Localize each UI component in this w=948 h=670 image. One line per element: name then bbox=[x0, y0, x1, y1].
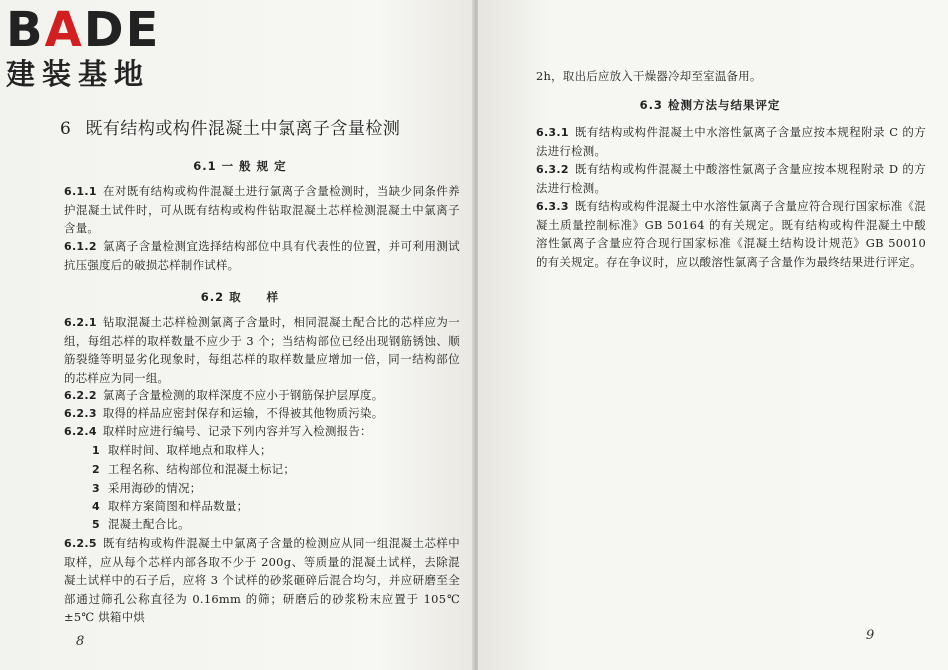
list-item-text: 混凝土配合比。 bbox=[107, 517, 190, 531]
clause-number: 6.1.1 bbox=[64, 185, 97, 198]
section-heading-6-3: 6.3 检测方法与结果评定 bbox=[639, 98, 781, 112]
chapter-number: 6 bbox=[60, 119, 72, 139]
clause-6-3-3 bbox=[536, 197, 926, 271]
clause-6-3-1 bbox=[536, 123, 926, 160]
list-item-text: 采用海砂的情况； bbox=[107, 481, 202, 495]
continued-text: 2h，取出后应放入干燥器冷却至室温备用。 bbox=[536, 69, 762, 83]
list-item bbox=[92, 441, 452, 460]
clause-text: 钻取混凝土芯样检测氯离子含量时，相同混凝土配合比的芯样应为一组，每组芯样的取样数量不应少于 3 个；当结构部位已经出现钢筋锈蚀、顺筋裂缝等明显劣化现象时，每组芯样的取样数量应增加一倍，同一结构部位的芯样应为同一组。 bbox=[64, 315, 460, 385]
chapter-title-text: 既有结构或构件混凝土中氯离子含量检测 bbox=[85, 119, 401, 139]
list-item-text: 工程名称、结构部位和混凝土标记； bbox=[107, 462, 296, 476]
list-item bbox=[92, 479, 452, 498]
logo-subtitle: 建装基地 bbox=[6, 57, 151, 91]
chapter-title bbox=[60, 114, 460, 139]
page-number-left: 8 bbox=[76, 634, 85, 649]
list-item bbox=[92, 497, 452, 516]
clause-number: 6.3.1 bbox=[536, 126, 569, 139]
section-heading-6-1: 6.1 一 般 规 定 bbox=[193, 159, 287, 173]
clause-6-1-1 bbox=[64, 182, 460, 238]
clause-6-2-5 bbox=[64, 534, 460, 626]
clause-text: 既有结构或构件混凝土中水溶性氯离子含量应按本规程附录 C 的方法进行检测。 bbox=[536, 125, 926, 159]
clause-6-3-2 bbox=[536, 160, 926, 197]
list-item bbox=[92, 460, 452, 479]
list-item-text: 取样方案简图和样品数量； bbox=[107, 499, 249, 513]
clause-number: 6.2.2 bbox=[64, 389, 97, 402]
clause-text: 取样时应进行编号、记录下列内容并写入检测报告： bbox=[102, 424, 372, 438]
clause-number: 6.1.2 bbox=[64, 240, 97, 253]
clause-number: 6.2.5 bbox=[64, 537, 97, 550]
list-item-number: 1 bbox=[92, 444, 100, 457]
logo-wordmark: BADE bbox=[6, 2, 161, 58]
clause-6-2-3 bbox=[64, 404, 460, 423]
clause-6-2-4 bbox=[64, 422, 460, 441]
list-item-number: 3 bbox=[92, 482, 100, 495]
clause-number: 6.2.1 bbox=[64, 316, 97, 329]
clause-text: 在对既有结构或构件混凝土进行氯离子含量检测时，当缺少同条件养护混凝土试件时，可从既有结构或构件钻取混凝土芯样检测混凝土中氯离子含量。 bbox=[64, 184, 460, 236]
list-item-text: 取样时间、取样地点和取样人； bbox=[107, 443, 272, 457]
list-item bbox=[92, 515, 452, 534]
clause-number: 6.3.3 bbox=[536, 200, 569, 213]
clause-text: 既有结构或构件混凝土中水溶性氯离子含量应符合现行国家标准《混凝土质量控制标准》GB 50164 的有关规定。既有结构或构件混凝土中酸溶性氯离子含量应符合现行国家标准《混凝土结构设计规范》GB 50010 的有关规定。存在争议时，应以酸溶性氯离子含量作为最终结果进行评定。 bbox=[536, 199, 926, 269]
list-item-number: 5 bbox=[92, 518, 100, 531]
clause-6-1-2 bbox=[64, 237, 460, 274]
clause-text: 取得的样品应密封保存和运输，不得被其他物质污染。 bbox=[102, 406, 384, 420]
bade-logo bbox=[6, 4, 186, 96]
clause-6-2-1 bbox=[64, 313, 460, 387]
clause-text: 氯离子含量检测宜选择结构部位中具有代表性的位置，并可利用测试抗压强度后的破损芯样制作试样。 bbox=[64, 239, 460, 273]
clause-number: 6.2.4 bbox=[64, 425, 97, 438]
clause-text: 氯离子含量检测的取样深度不应小于钢筋保护层厚度。 bbox=[102, 388, 384, 402]
section-heading-6-2: 6.2 取 样 bbox=[200, 290, 280, 304]
clause-number: 6.3.2 bbox=[536, 163, 569, 176]
list-item-number: 2 bbox=[92, 463, 100, 476]
clause-text: 既有结构或构件混凝土中酸溶性氯离子含量应按本规程附录 D 的方法进行检测。 bbox=[536, 162, 926, 196]
clause-6-2-2 bbox=[64, 386, 460, 405]
clause-number: 6.2.3 bbox=[64, 407, 97, 420]
page-number-right: 9 bbox=[866, 628, 875, 643]
clause-text: 既有结构或构件混凝土中氯离子含量的检测应从同一组混凝土芯样中取样，应从每个芯样内部各取不少于 200g、等质量的混凝土试样，去除混凝土试样中的石子后，应将 3 个试样的砂浆砸碎后混合均匀，并应研磨至全部通过筛孔公称直径为 0.16mm 的筛；研磨后的砂浆粉末应置于 105℃±5℃ 烘箱中烘 bbox=[64, 536, 460, 624]
list-item-number: 4 bbox=[92, 500, 100, 513]
